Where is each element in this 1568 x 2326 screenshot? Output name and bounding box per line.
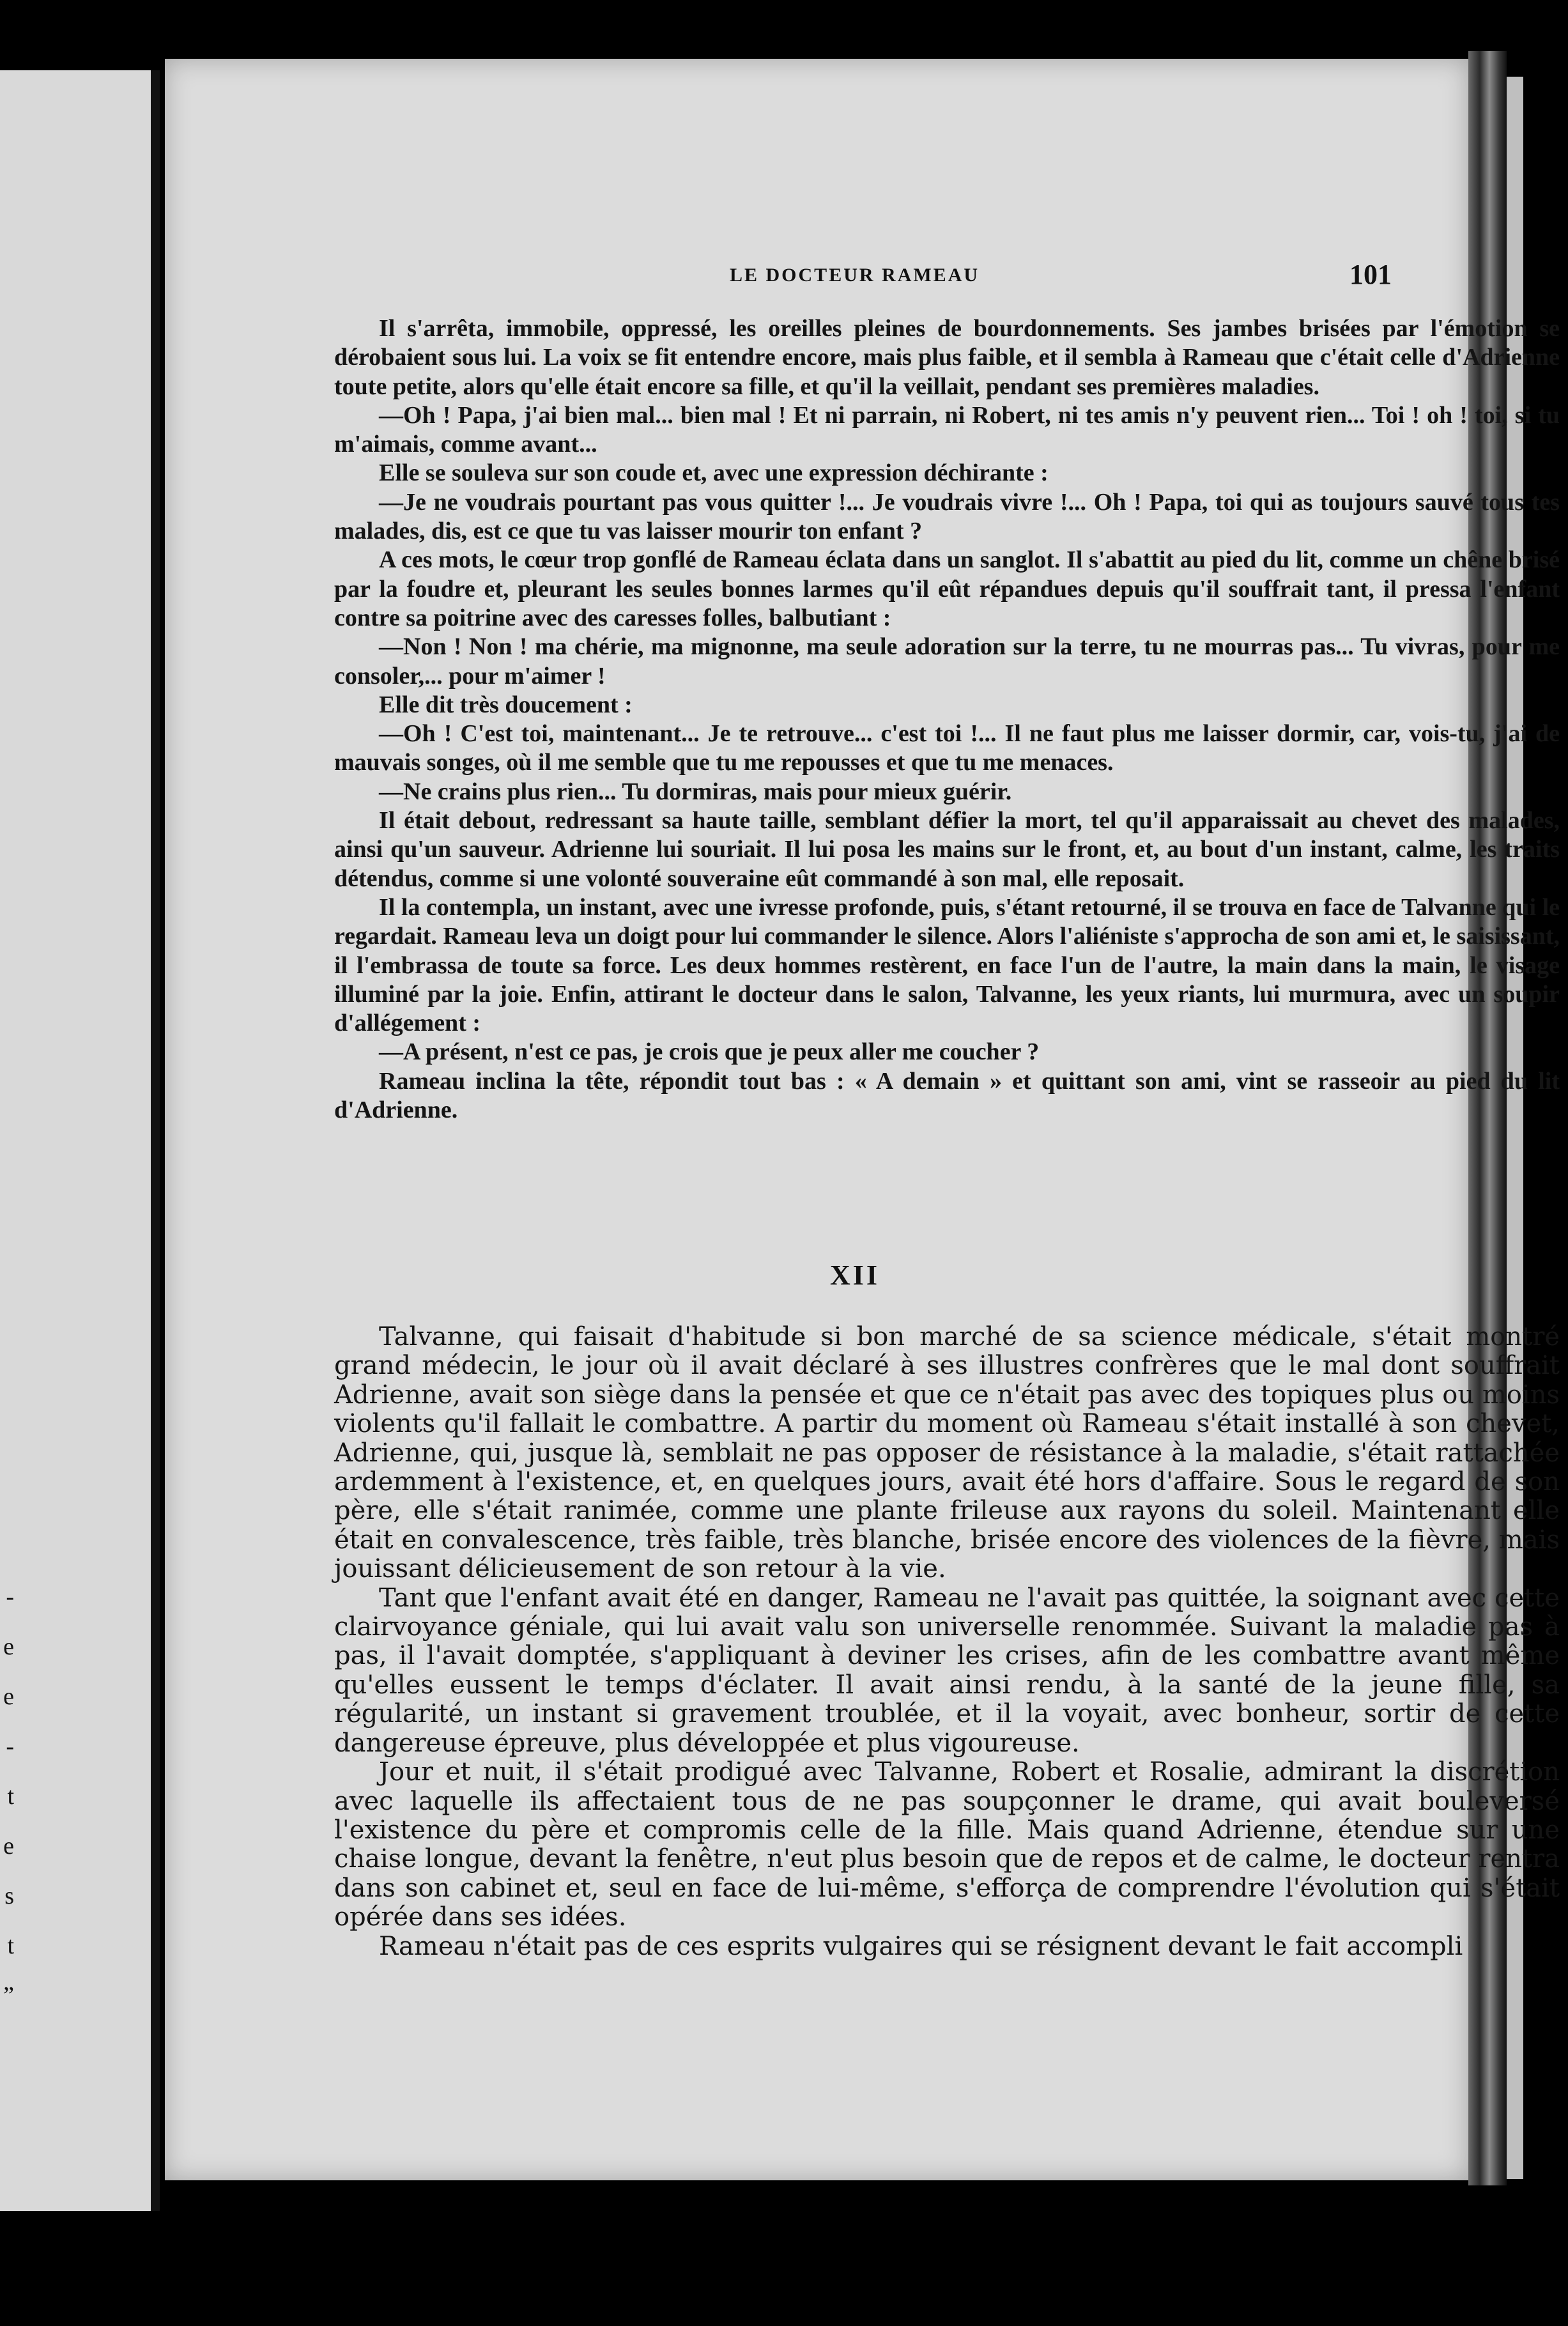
chapter-heading [165, 1259, 1468, 1291]
paragraph: Jour et nuit, il s'était prodigué avec Talvanne, Robert et Rosalie, admirant la discrétion avec laquelle ils affectaient tous de ne pas soupçonner le drame, qui avait bouleversé l'existence du père et compromis celle de la fille. Mais quand Adrienne, étendue sur une chaise longue, devant la fenêtre, n'eut plus besoin que de repos et de calme, le docteur rentra dans son cabinet et, seul en face de lui-même, s'efforça de comprendre l'évolution qui s'était opérée dans ses idées. [334, 1757, 1560, 1932]
page-number: 101 [1349, 259, 1392, 290]
paragraph: Tant que l'enfant avait été en danger, Rameau ne l'avait pas quittée, la soignant avec cette clairvoyance géniale, qui lui avait valu son universelle renommée. Suivant la maladie pas à pas, il l'avait domptée, s'appliquant à deviner les crises, afin de les combattre avant même qu'elles eussent le temps d'éclater. Il avait ainsi rendu, à la santé de la jeune fille, sa régularité, un instant si gravement troublée, et il la voyait, avec bonheur, sortir de cette dangereuse épreuve, plus développée et plus vigoureuse. [334, 1583, 1560, 1758]
paragraph: Talvanne, qui faisait d'habitude si bon marché de sa science médicale, s'était montré grand médecin, le jour où il avait déclaré à ses illustres confrères que le mal dont souffrait Adrienne, avait son siège dans la pensée et que ce n'était pas avec des topiques plus ou moins violents qu'il fallait le combattre. A partir du moment où Rameau s'était installé à son chevet, Adrienne, qui, jusque là, semblait ne pas opposer de résistance à la maladie, s'était rattachée ardemment à l'existence, et, en quelques jours, avait été hors d'affaire. Sous le regard de son père, elle s'était ranimée, comme une plante frileuse aux rayons du soleil. Maintenant elle était en convalescence, très faible, très blanche, brisée encore des violences de la fièvre, mais jouissant délicieusement de son retour à la vie. [334, 1322, 1560, 1584]
edge-glyph: e [3, 1683, 14, 1710]
page-header [165, 258, 1468, 297]
book-page [165, 59, 1560, 2180]
paragraph: —Ne crains plus rien... Tu dormiras, mais pour mieux guérir. [379, 778, 1012, 805]
facing-page-edge-text [0, 1572, 14, 2021]
book-gutter [151, 70, 160, 2211]
paragraph: Il s'arrêta, immobile, oppressé, les oreilles pleines de bourdonnements. Ses jambes brisées par l'émotion se dérobaient sous lui. La voix se fit entendre encore, mais plus faible, et il sembla à Rameau que c'était celle d'Adrienne toute petite, alors qu'elle était encore sa fille, et qu'il la veillait, pendant ses premières maladies. [334, 315, 1560, 400]
edge-glyph: e [3, 1633, 14, 1660]
edge-glyph: s [4, 1883, 14, 1909]
paragraph: Elle se souleva sur son coude et, avec une expression déchirante : [379, 459, 1049, 487]
chapter-xii-text [334, 1323, 1560, 1961]
facing-page-fragment [0, 70, 160, 2211]
edge-glyph: t [7, 1932, 14, 1959]
paragraph: Elle dit très doucement : [379, 691, 633, 718]
paragraph: —A présent, n'est ce pas, je crois que je peux aller me coucher ? [379, 1038, 1040, 1066]
paragraph: Il était debout, redressant sa haute taille, semblant défier la mort, tel qu'il apparaissait au chevet des malades, ainsi qu'un sauveur. Adrienne lui souriait. Il lui posa les mains sur le front, et, au bout d'un instant, calme, les traits détendus, comme si une volonté souveraine eût commandé à son mal, elle reposait. [334, 807, 1560, 892]
paragraph: Rameau inclina la tête, répondit tout bas : « A demain » et quittant son ami, vint se rasseoir au pied du lit d'Adrienne. [334, 1067, 1560, 1124]
edge-glyph: t [7, 1783, 14, 1810]
edge-glyph: - [6, 1733, 14, 1760]
paragraph: —Non ! Non ! ma chérie, ma mignonne, ma seule adoration sur la terre, tu ne mourras pas... Tu vivras, pour me consoler,... pour m'aimer ! [334, 633, 1560, 689]
edge-glyph: ” [3, 1982, 14, 2009]
chapter-xi-ending [334, 314, 1560, 1125]
paragraph: —Oh ! C'est toi, maintenant... Je te retrouve... c'est toi !... Il ne faut plus me laisser dormir, car, vois-tu, j'ai de mauvais songes, où il me semble que tu me repousses et que tu me menaces. [334, 720, 1560, 776]
edge-glyph: - [6, 1583, 14, 1610]
paragraph: Il la contempla, un instant, avec une ivresse profonde, puis, s'étant retourné, il se trouva en face de Talvanne qui le regardait. Rameau leva un doigt pour lui commander le silence. Alors l'aliéniste s'approcha de son ami et, le saisissant, il l'embrassa de toute sa force. Les deux hommes restèrent, en face l'un de l'autre, la main dans la main, le visage illuminé par la joie. Enfin, attirant le docteur dans le salon, Talvanne, les yeux riants, lui murmura, avec un soupir d'allégement : [334, 893, 1560, 1037]
running-title: LE DOCTEUR RAMEAU [730, 265, 980, 286]
paragraph: —Je ne voudrais pourtant pas vous quitter !... Je voudrais vivre !... Oh ! Papa, toi qui as toujours sauvé tous tes malades, dis, est ce que tu vas laisser mourir ton enfant ? [334, 488, 1560, 545]
paragraph: —Oh ! Papa, j'ai bien mal... bien mal ! Et ni parrain, ni Robert, ni tes amis n'y peuvent rien... Toi ! oh ! toi, si tu m'aimais, comme avant... [334, 401, 1560, 458]
paragraph: Rameau n'était pas de ces esprits vulgaires qui se résignent devant le fait accompli [379, 1931, 1463, 1961]
edge-glyph: e [3, 1833, 14, 1860]
chapter-number: XII [829, 1259, 880, 1291]
paragraph: A ces mots, le cœur trop gonflé de Rameau éclata dans un sanglot. Il s'abattit au pied du lit, comme un chêne brisé par la foudre et, pleurant les seules bonnes larmes qu'il eût répandues depuis qu'il souffrait tant, il pressa l'enfant contre sa poitrine avec des caresses folles, balbutiant : [334, 546, 1560, 631]
